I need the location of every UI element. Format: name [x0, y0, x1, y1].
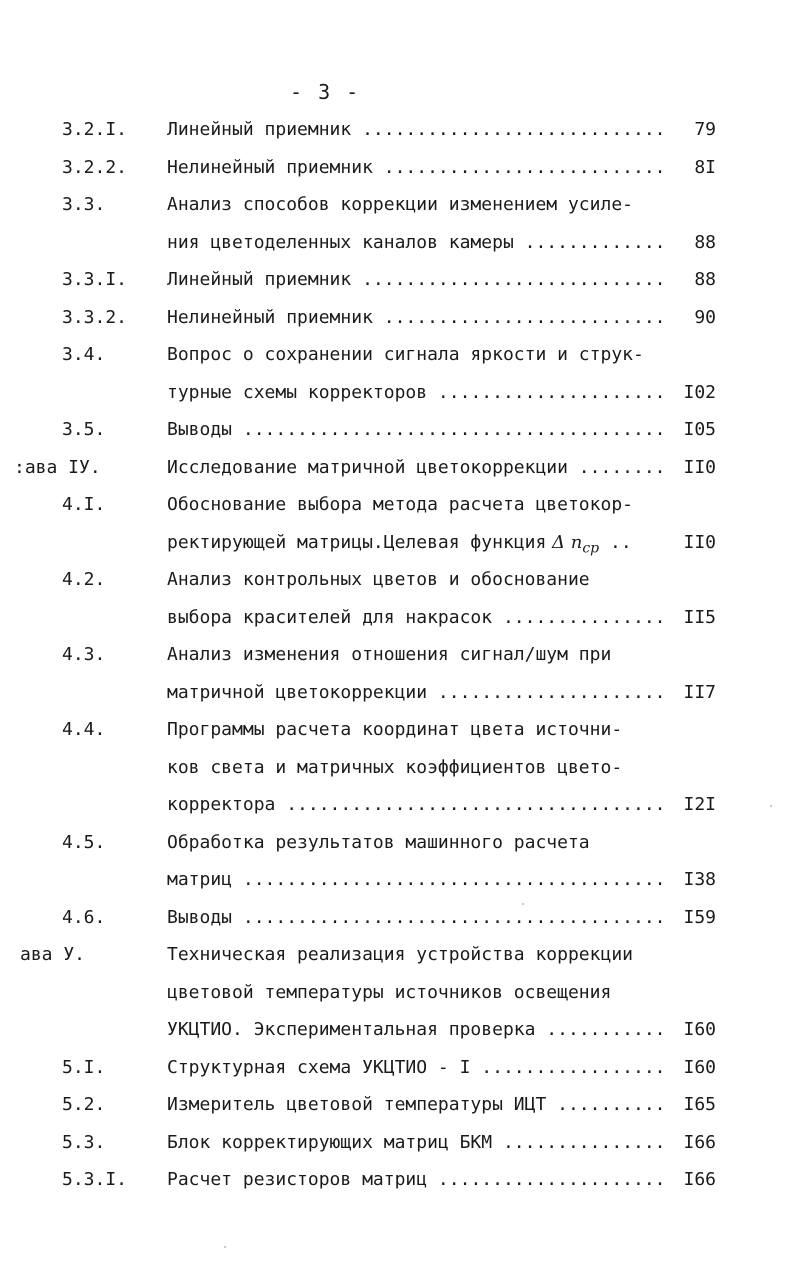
toc-section-title: турные схемы корректоров ..... — [167, 378, 667, 408]
target-function-formula: Δ $n_{ср}$ — [546, 531, 600, 557]
toc-section-title: ков света и матричных коэффициентов цвето- — [167, 756, 623, 778]
toc-section-title: Анализ изменения отношения сигнал/шум при — [167, 644, 612, 665]
toc-section-title: ректирующей матрицы.Целевая функция Δ $n_{ср}$ .. — [167, 531, 632, 557]
toc-section-number: 3.5. — [62, 419, 106, 440]
toc-page-number: II0 — [683, 531, 716, 553]
toc-leader-dots — [568, 457, 667, 478]
page-number: - 3 - — [290, 80, 361, 104]
toc-section-title: матричной цветокоррекции ..... — [167, 678, 667, 708]
toc-leader-dots — [492, 607, 667, 628]
toc-section-number: ава У. — [20, 944, 86, 965]
toc-page-number: I66 — [683, 1131, 716, 1153]
toc-page-number: I2I — [683, 794, 716, 815]
toc-section-title: Нелинейный приемник ..... — [167, 303, 667, 333]
toc-page-number: 90 — [694, 306, 716, 328]
toc-page-number: 8I — [694, 156, 716, 178]
toc-leader-dots — [232, 907, 667, 928]
toc-section-title: Обработка результатов машинного расчета — [167, 831, 590, 853]
scan-speck — [522, 903, 524, 905]
toc-section-title: Анализ контрольных цветов и обоснование — [167, 569, 590, 590]
toc-section-number: 5.I. — [62, 1056, 106, 1078]
toc-section-title: Выводы ..... — [167, 903, 667, 933]
toc-line — [0, 1090, 798, 1120]
toc-section-number: 5.2. — [62, 1094, 106, 1115]
toc-leader-dots — [492, 1132, 667, 1153]
toc-section-number: 3.2.I. — [62, 119, 128, 140]
toc-line — [0, 228, 798, 258]
toc-section-number: 3.3. — [62, 194, 106, 215]
toc-page-number: I02 — [683, 381, 716, 403]
toc-line — [0, 378, 798, 408]
toc-section-number: :ава IУ. — [14, 456, 101, 478]
toc-leader-dots — [427, 382, 667, 403]
toc-section-title: Исследование матричной цветокоррекции ..... — [167, 453, 667, 483]
toc-line — [0, 153, 798, 183]
toc-leader-dots — [232, 419, 667, 440]
toc-line — [0, 1128, 798, 1158]
toc-section-title: выбора красителей для накрасок ..... — [167, 603, 667, 633]
toc-line — [0, 340, 798, 370]
toc-section-number: 5.3. — [62, 1131, 106, 1153]
toc-page-number: I60 — [683, 1056, 716, 1078]
toc-line — [0, 865, 798, 895]
toc-line — [0, 715, 798, 745]
toc-line — [0, 528, 798, 558]
toc-section-title: Измеритель цветовой температуры ИЦТ ..... — [167, 1090, 667, 1120]
toc-page-number: II7 — [683, 681, 716, 703]
toc-line — [0, 940, 798, 970]
toc-section-title: Вопрос о сохранении сигнала яркости и струк- — [167, 344, 644, 365]
toc-page-number: I05 — [683, 419, 716, 440]
toc-page-number: 88 — [694, 231, 716, 253]
toc-leader-dots — [427, 1169, 667, 1190]
toc-section-number: 3.4. — [62, 344, 106, 365]
toc-leader-dots — [232, 869, 667, 890]
toc-leader-dots — [351, 269, 667, 290]
scan-speck — [224, 1246, 226, 1248]
toc-section-title: Линейный приемник ..... — [167, 265, 667, 295]
toc-section-number: 4.6. — [62, 906, 106, 928]
toc-section-title: УКЦТИО. Экспериментальная проверка ..... — [167, 1015, 667, 1045]
toc-line — [0, 753, 798, 783]
toc-section-number: 4.2. — [62, 569, 106, 590]
toc-section-title: Линейный приемник ..... — [167, 115, 667, 145]
toc-section-number: 3.3.2. — [62, 306, 128, 328]
toc-line — [0, 1165, 798, 1195]
toc-section-title: Обоснование выбора метода расчета цветокор- — [167, 494, 633, 515]
toc-line — [0, 1015, 798, 1045]
toc-line — [0, 565, 798, 595]
toc-line — [0, 303, 798, 333]
toc-section-title: Блок корректирующих матриц БКМ ..... — [167, 1128, 667, 1158]
toc-page-number: I60 — [683, 1019, 716, 1040]
toc-section-title: Расчет резисторов матриц ..... — [167, 1165, 667, 1195]
toc-section-title: Техническая реализация устройства коррекции — [167, 944, 633, 965]
toc-line — [0, 978, 798, 1008]
toc-section-number: 5.3.I. — [62, 1169, 128, 1190]
toc-leader-dots — [470, 1057, 667, 1078]
toc-page-number: I38 — [683, 869, 716, 890]
toc-line — [0, 790, 798, 820]
toc-page-number: I59 — [683, 906, 716, 928]
toc-section-title: ния цветоделенных каналов камеры ..... — [167, 228, 667, 258]
toc-line — [0, 1053, 798, 1083]
toc-leader-dots — [373, 307, 667, 328]
toc-section-title: матриц ..... — [167, 865, 667, 895]
toc-section-title: Программы расчета координат цвета источни- — [167, 719, 623, 740]
toc-leader-dots — [535, 1019, 667, 1040]
toc-section-title: корректора ..... — [167, 790, 667, 820]
toc-section-number: 4.3. — [62, 644, 106, 665]
toc-line — [0, 903, 798, 933]
toc-line — [0, 603, 798, 633]
toc-leader-dots — [351, 119, 667, 140]
toc-line — [0, 678, 798, 708]
toc-line — [0, 115, 798, 145]
toc-leader-dots — [373, 157, 667, 178]
toc-section-title: Нелинейный приемник ..... — [167, 153, 667, 183]
toc-section-title: Анализ способов коррекции изменением усиле- — [167, 194, 633, 215]
toc-page-number: 79 — [694, 119, 716, 140]
toc-leader-dots — [275, 794, 667, 815]
toc-section-number: 3.3.I. — [62, 269, 128, 290]
toc-section-number: 4.4. — [62, 719, 106, 740]
toc-line — [0, 453, 798, 483]
toc-section-number: 3.2.2. — [62, 156, 128, 178]
toc-section-title: Выводы ..... — [167, 415, 667, 445]
toc-line — [0, 828, 798, 858]
toc-line — [0, 415, 798, 445]
toc-leader-dots — [427, 682, 667, 703]
toc-page-number: I65 — [683, 1094, 716, 1115]
toc-line — [0, 640, 798, 670]
toc-page-number: I66 — [683, 1169, 716, 1190]
toc-page-number: II0 — [683, 456, 716, 478]
toc-page-number: 88 — [694, 269, 716, 290]
toc-section-title: цветовой температуры источников освещения — [167, 981, 612, 1003]
toc-leader-dots — [546, 1094, 667, 1115]
toc-section-number: 4.5. — [62, 831, 106, 853]
toc-line — [0, 190, 798, 220]
toc-page-number: II5 — [683, 606, 716, 628]
toc-section-title: Структурная схема УКЦТИО - I ..... — [167, 1053, 667, 1083]
toc-line — [0, 265, 798, 295]
toc-leader-dots — [514, 232, 667, 253]
toc-section-number: 4.I. — [62, 494, 106, 515]
toc-line — [0, 490, 798, 520]
scan-speck — [770, 805, 772, 807]
